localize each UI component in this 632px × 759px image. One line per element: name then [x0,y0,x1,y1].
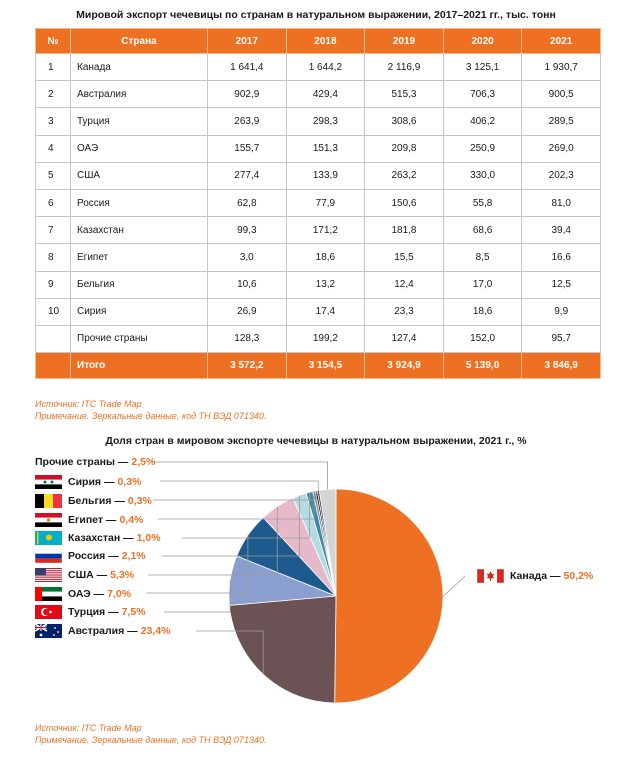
cell-index: 7 [36,217,71,244]
label-turkey-name: Турция — [68,606,119,618]
cell-value: 171,2 [286,217,365,244]
label-belgium [35,494,152,508]
cell-value: 5 139,0 [443,353,522,379]
cell-value: 250,9 [443,135,522,162]
label-australia-pct: 23,4% [140,625,171,637]
cell-value: 155,7 [208,135,287,162]
cell-value: 3,0 [208,244,287,271]
canada-flag-icon [477,569,504,583]
cell-value: 12,5 [522,271,601,298]
header-2018: 2018 [286,29,365,54]
cell-value: 1 644,2 [286,54,365,81]
label-turkey-pct: 7,5% [121,606,146,618]
cell-value: 269,0 [522,135,601,162]
label-kazakhstan [35,531,161,545]
uae-flag-icon [35,587,62,601]
label-belgium-name: Бельгия — [68,495,125,507]
label-usa-pct: 5,3% [110,569,135,581]
cell-value: 23,3 [365,298,444,325]
label-kazakhstan-name: Казахстан — [68,532,134,544]
label-kazakhstan-pct: 1,0% [136,532,161,544]
cell-country: Сирия [71,298,208,325]
cell-value: 151,3 [286,135,365,162]
label-russia-name: Россия — [68,550,119,562]
label-usa-name: США — [68,569,108,581]
leader-canada [443,576,465,597]
cell-value: 68,6 [443,217,522,244]
cell-value: 330,0 [443,162,522,189]
chart-source-note [35,722,266,746]
turkey-flag-icon [35,605,62,619]
cell-value: 1 930,7 [522,54,601,81]
cell-value: 1 641,4 [208,54,287,81]
cell-value: 181,8 [365,217,444,244]
leader-2 [164,580,230,612]
cell-index: 10 [36,298,71,325]
leader-10 [152,462,328,489]
cell-index: 8 [36,244,71,271]
leader-9 [160,481,318,490]
label-other [35,456,155,468]
label-egypt [35,513,143,527]
cell-value: 127,4 [365,325,444,352]
cell-value: 202,3 [522,162,601,189]
cell-value: 209,8 [365,135,444,162]
cell-value: 17,4 [286,298,365,325]
cell-country: Казахстан [71,217,208,244]
russia-flag-icon [35,549,62,563]
pie-slice-0 [335,489,443,703]
cell-value: 900,5 [522,81,601,108]
cell-value: 152,0 [443,325,522,352]
cell-value: 3 154,5 [286,353,365,379]
cell-value: 77,9 [286,189,365,216]
cell-value: 55,8 [443,189,522,216]
cell-value: 298,3 [286,108,365,135]
cell-index: 9 [36,271,71,298]
label-egypt-pct: 0,4% [119,514,144,526]
cell-value: 12,4 [365,271,444,298]
label-other-name: Прочие страны — [35,456,129,468]
cell-index: 4 [36,135,71,162]
kazakhstan-flag-icon [35,531,62,545]
syria-flag-icon [35,475,62,489]
table-title: Мировой экспорт чечевицы по странам в натуральном выражении, 2017–2021 гг., тыс. тонн [76,9,556,21]
remark-text-2: Примечание. Зеркальные данные, код ТН ВЭД 071340. [35,735,267,745]
cell-value: 62,8 [208,189,287,216]
cell-value: 17,0 [443,271,522,298]
cell-value: 26,9 [208,298,287,325]
cell-value: 18,6 [443,298,522,325]
cell-value: 3 924,9 [365,353,444,379]
australia-flag-icon [35,624,62,638]
cell-index: 2 [36,81,71,108]
source-text: Источник: ITC Trade Map [35,399,142,409]
cell-country: США [71,162,208,189]
label-belgium-pct: 0,3% [127,495,152,507]
cell-country: Россия [71,189,208,216]
cell-country: Прочие страны [71,325,208,352]
cell-value: 133,9 [286,162,365,189]
header-2017: 2017 [208,29,287,54]
cell-country: Австралия [71,81,208,108]
cell-value: 99,3 [208,217,287,244]
usa-flag-icon [35,568,62,582]
cell-value: 3 846,9 [522,353,601,379]
label-uae [35,587,131,601]
cell-value: 8,5 [443,244,522,271]
cell-value: 515,3 [365,81,444,108]
cell-value: 81,0 [522,189,601,216]
chart-title: Доля стран в мировом экспорте чечевицы в натуральном выражении, 2021 г., % [105,435,527,447]
egypt-flag-icon [35,513,62,527]
cell-index: 3 [36,108,71,135]
cell-country: Канада [71,54,208,81]
cell-country: Итого [71,353,208,379]
label-egypt-name: Египет — [68,514,117,526]
label-other-pct: 2,5% [131,456,156,468]
cell-country: Египет [71,244,208,271]
label-russia [35,549,146,563]
cell-value: 2 116,9 [365,54,444,81]
label-canada [477,569,593,583]
cell-value: 429,4 [286,81,365,108]
cell-value: 128,3 [208,325,287,352]
cell-value: 13,2 [286,271,365,298]
header-country: Страна [71,29,208,54]
cell-value: 199,2 [286,325,365,352]
label-canada-name: Канада — [510,570,561,582]
cell-country: Бельгия [71,271,208,298]
label-usa [35,568,134,582]
cell-value: 15,5 [365,244,444,271]
cell-country: ОАЭ [71,135,208,162]
label-syria-pct: 0,3% [117,476,142,488]
cell-value: 263,2 [365,162,444,189]
header-2019: 2019 [365,29,444,54]
label-uae-name: ОАЭ — [68,588,105,600]
cell-value: 3 572,2 [208,353,287,379]
cell-value: 406,2 [443,108,522,135]
cell-value: 18,6 [286,244,365,271]
pie-slice-1 [229,596,336,703]
cell-value: 95,7 [522,325,601,352]
label-australia [35,624,170,638]
cell-value: 3 125,1 [443,54,522,81]
cell-value: 10,6 [208,271,287,298]
cell-value: 706,3 [443,81,522,108]
belgium-flag-icon [35,494,62,508]
label-canada-pct: 50,2% [563,570,594,582]
cell-index: 1 [36,54,71,81]
label-australia-name: Австралия — [68,625,138,637]
cell-value: 902,9 [208,81,287,108]
source-text-2: Источник: ITC Trade Map [35,723,142,733]
label-russia-pct: 2,1% [121,550,146,562]
cell-country: Турция [71,108,208,135]
cell-value: 263,9 [208,108,287,135]
label-uae-pct: 7,0% [107,588,132,600]
label-syria-name: Сирия — [68,476,115,488]
header-2021: 2021 [522,29,601,54]
cell-index: 6 [36,189,71,216]
cell-value: 277,4 [208,162,287,189]
label-syria [35,475,141,489]
cell-value: 39,4 [522,217,601,244]
cell-value: 150,6 [365,189,444,216]
header-num: № [36,29,71,54]
cell-value: 9,9 [522,298,601,325]
cell-value: 289,5 [522,108,601,135]
cell-value: 16,6 [522,244,601,271]
label-turkey [35,605,146,619]
cell-index: 5 [36,162,71,189]
cell-value: 308,6 [365,108,444,135]
header-2020: 2020 [443,29,522,54]
remark-text: Примечание. Зеркальные данные, код ТН ВЭД 071340. [35,411,267,421]
